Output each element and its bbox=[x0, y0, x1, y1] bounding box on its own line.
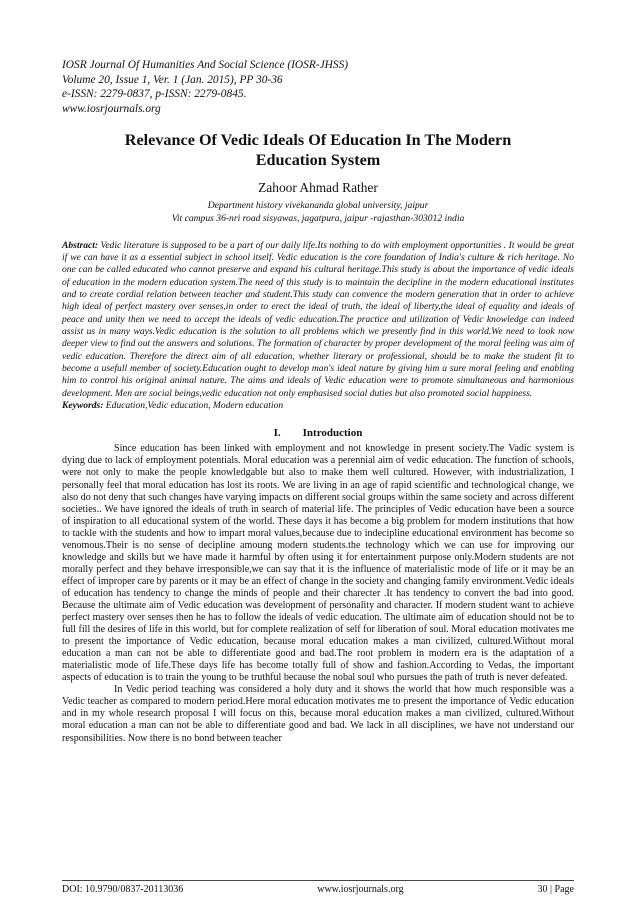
footer-website[interactable]: www.iosrjournals.org bbox=[317, 884, 404, 895]
journal-issn: e-ISSN: 2279-0837, p-ISSN: 2279-0845. bbox=[62, 88, 247, 101]
paper-page bbox=[62, 58, 574, 745]
keywords bbox=[62, 400, 574, 412]
body-paragraph: Since education has been linked with employment and not knowledge in present society.The Vadic system is dying due to lack of employment potentials. Moral education was a perennial aim of vedic education. The function of schools, were not only to make the people knowledgable but also to make them well cultured. However, with industrialization, I personally feel that moral education has lost its roots. We are living in an age of rapid scientific and technological change, we also do not deny that such changes have varying impacts on different social groups within the same society and across different societies.. We have ignored the ideals of truth in search of material life. The principles of Vedic education have been a source of inspiration to all educational system of the world. These days it has become a big problem for modern institutions that how to tackle with the students and how to impart moral values,because due to indecipline educational environment has become so venomous.Their is no sense of decipline amoung modern students.the technology which we can use for improving our knowledge and skills but we have made it harmful by often using it for entertainment purpose only.Modern students are not morally perfect and they behave irresponsible,we can say that it is the influence of materialistic mode of life or it may be an effect of improper care by parents or it may be an effect of change in the society and changing family environment.Vedic ideals of education has tendency to change the minds of people and their charecter .It has tendency to convert the bad into good. Because the ultimate aim of Vedic education was development of personality and character. If modern student want to achieve perfect mastery over senses then he has to follow the ideals of vedic education. The ultimate aim of education should not be to full fill the desires of life in this world, but for complete realization of self for liberation of soul. Moral education motivates me to present the importance of Vedic education, because moral education makes a man civilized, cultured.Without moral education a man can not be able to differentiate good and bad.The root problem in modern era is the adaptation of a materialistic mode of life.These days life has become totally full of show and fashion.According to Vedas, the important aspects of education is to train the young to be truthful because the nobal soul who pursues the path of truth is never defeated. bbox=[62, 443, 574, 684]
page-footer bbox=[62, 880, 574, 895]
abstract-label: Abstract: bbox=[62, 239, 99, 251]
keywords-label: Keywords: bbox=[62, 400, 104, 412]
section-number: I. bbox=[273, 427, 281, 440]
affiliation-line-2: Vit campus 36-nri road sisyawas, jagatpura, jaipur -rajasthan-303012 india bbox=[171, 212, 465, 224]
affiliation-line-1: Department history vivekananda global university, jaipur bbox=[207, 200, 429, 212]
paper-title: Relevance Of Vedic Ideals Of Education In The Modern Education System bbox=[124, 131, 512, 170]
journal-volume: Volume 20, Issue 1, Ver. 1 (Jan. 2015), PP 30-36 bbox=[62, 73, 283, 86]
body-paragraph: In Vedic period teaching was considered a holy duty and it shows the world that how much responsible was a Vedic teacher as compared to modern period.Here moral education motivates me to present the importance of Vedic education and in my whole research proposal I will focus on this, because moral education makes a man civilized, cultured.Without moral education a man can not be able to differentiate good and bad. We lack in all disciplines, we have not understand our responsibilities. Now there is no bond between teacher bbox=[62, 684, 574, 744]
journal-header bbox=[62, 58, 574, 116]
abstract bbox=[62, 240, 574, 400]
footer-page-number: 30 | Page bbox=[537, 884, 574, 895]
section-title: Introduction bbox=[302, 427, 363, 440]
journal-name: IOSR Journal Of Humanities And Social Science (IOSR-JHSS) bbox=[62, 59, 349, 71]
section-heading bbox=[62, 426, 574, 440]
author-name: Zahoor Ahmad Rather bbox=[258, 180, 378, 196]
abstract-text: Vedic literature is supposed to be a part of our daily life.Its nothing to do with employment opportunities . It would be great if we can have it as a essential subject in school itself. Vedic education is the core foundation of India's culture & rich heritage. No one can be called educated who cannot preserve and expand his cultural heritage.This study is about the importance of vedic ideals of education in the modern education system.The need of this study is to maintain the decipline in the modern educational institutes and to create cordial relation between teacher and student.This study can convence the modern generation that in order to achieve high ideal of perfect mastery over senses,in order to erect the ideal of truth, the ideal of liberty,the ideal of equality and ideals of peace and unity then we need to accept the ideals of vedic education.The practice and utilization of Vedic knowledge can indeed assist us in many ways.Vedic education is the solution to all problems which we presently find in this world.We need to look now deeper view to find out the answers and solutions. The formation of character by proper development of the moral feeling was aim of vedic education. Therefore the direct aim of all education, whether literary or professional, should be to make the student fit to become a usefull member of society.Education ought to develop man's ideal nature by giving him a sure moral feeling and enabling him to control his original animal nature. The aims and ideals of Vedic education were to promote simultaneous and harmonious development. Men are social beings,vedic education not only emphasised social duties but also promoted social happiness. bbox=[62, 239, 575, 399]
journal-website[interactable]: www.iosrjournals.org bbox=[62, 102, 161, 115]
footer-doi: DOI: 10.9790/0837-20113036 bbox=[62, 884, 184, 895]
keywords-text: Education,Vedic education, Modern education bbox=[105, 400, 284, 412]
